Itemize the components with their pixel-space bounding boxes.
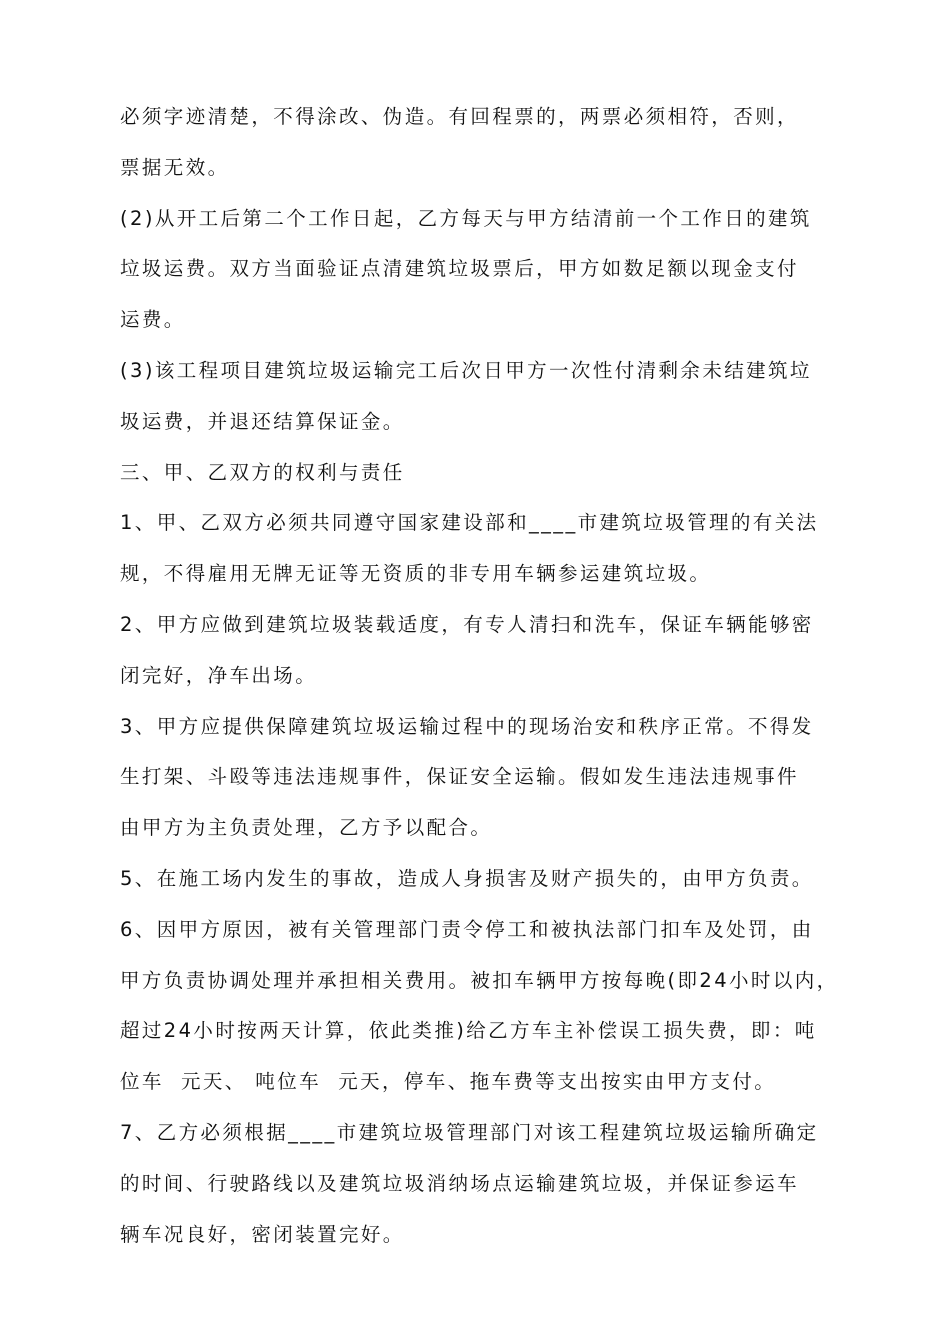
text-line: 辆车况良好，密闭装置完好。: [120, 1222, 405, 1246]
text-line: 闭完好，净车出场。: [120, 663, 318, 687]
text-line: 的时间、行驶路线以及建筑垃圾消纳场点运输建筑垃圾，并保证参运车: [120, 1171, 799, 1195]
text-line: 5、在施工场内发生的事故，造成人身损害及财产损失的，由甲方负责。: [120, 866, 814, 890]
text-line: 6、因甲方原因，被有关管理部门责令停工和被执法部门扣车及处罚，由: [120, 917, 814, 941]
text-line: 2、甲方应做到建筑垃圾装载适度，有专人清扫和洗车，保证车辆能够密: [120, 612, 814, 636]
text-line: 超过24小时按两天计算，依此类推)给乙方车主补偿误工损失费，即：吨: [120, 1019, 817, 1043]
text-line: 票据无效。: [120, 155, 230, 179]
text-line: 必须字迹清楚，不得涂改、伪造。有回程票的，两票必须相符，否则，: [120, 105, 799, 128]
text-line: (2)从开工后第二个工作日起，乙方每天与甲方结清前一个工作日的建筑: [120, 206, 812, 230]
text-line: (3)该工程项目建筑垃圾运输完工后次日甲方一次性付清剩余未结建筑垃: [120, 358, 812, 382]
text-line: 垃圾运费。双方当面验证点清建筑垃圾票后，甲方如数足额以现金支付: [120, 257, 799, 281]
text-line: 甲方负责协调处理并承担相关费用。被扣车辆甲方按每晚(即24小时以内，: [120, 968, 839, 992]
section-heading: 三、甲、乙双方的权利与责任: [120, 460, 405, 484]
text-line: 圾运费，并退还结算保证金。: [120, 409, 405, 433]
text-line: 位车 元天、 吨位车 元天，停车、拖车费等支出按实由甲方支付。: [120, 1070, 777, 1094]
text-line: 7、乙方必须根据____市建筑垃圾管理部门对该工程建筑垃圾运输所确定: [120, 1120, 819, 1144]
text-line: 生打架、斗殴等违法违规事件，保证安全运输。假如发生违法违规事件: [120, 765, 799, 789]
document-body: [120, 92, 840, 1260]
text-line: 由甲方为主负责处理，乙方予以配合。: [120, 816, 493, 840]
text-line: 规，不得雇用无牌无证等无资质的非专用车辆参运建筑垃圾。: [120, 562, 712, 586]
text-line: 1、甲、乙双方必须共同遵守国家建设部和____市建筑垃圾管理的有关法: [120, 511, 819, 535]
text-line: 3、甲方应提供保障建筑垃圾运输过程中的现场治安和秩序正常。不得发: [120, 714, 814, 738]
text-line: 运费。: [120, 308, 186, 332]
